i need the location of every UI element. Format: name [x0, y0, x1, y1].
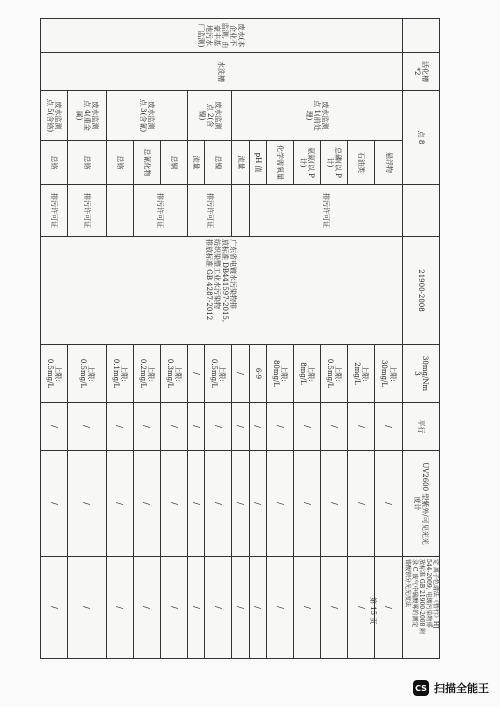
cell-dash: / — [232, 345, 249, 403]
item-cn: 总氰化物 — [133, 141, 160, 185]
limit-ni: 上限: 0.5mg/L — [205, 345, 232, 403]
basis-gd-standard: 广东省电镀水污染物排 放标准 DB441597-2015, 纺织染整工业水污染物 排放标准 GB 4287-2012 — [41, 237, 403, 345]
cell-dash: / — [294, 557, 321, 659]
parallel-header: 平行 — [402, 403, 439, 451]
cell-dash: / — [188, 345, 205, 403]
cell-dash: / — [68, 403, 107, 451]
monitoring-table — [40, 18, 440, 659]
cell-dash: / — [205, 403, 232, 451]
cell-dash: / — [375, 557, 402, 659]
cell-dash: / — [267, 557, 294, 659]
monitor-point-1: 废水监测 点 1(前处 理) — [232, 91, 402, 141]
basis-permit: 排污许可证 — [68, 185, 107, 237]
cell-dash: / — [106, 451, 133, 557]
cell-dash: / — [68, 451, 107, 557]
item-cr: 总铬 — [106, 141, 133, 185]
cell-dash: / — [321, 403, 348, 451]
cell-dash: / — [188, 403, 205, 451]
cell-dash: / — [321, 557, 348, 659]
cell-dash: / — [348, 403, 375, 451]
item-suspended: 悬浮物 — [375, 141, 402, 185]
wastewater-category: 废水(本 企业不 监测, 由 豪丰基 地污水 厂监测) — [41, 19, 403, 53]
cell-dash: / — [348, 557, 375, 659]
cell-dash: / — [41, 451, 68, 557]
instrument-header: UV2600 型紫外/可见光光 度计 — [402, 451, 439, 557]
cell-dash: / — [188, 557, 205, 659]
cell-dash: / — [232, 403, 249, 451]
item-cu: 总铜 — [160, 141, 187, 185]
item-nh3: 氨氮(以 P 计) — [294, 141, 321, 185]
cell-dash: / — [106, 403, 133, 451]
limit-cod: 上限: 80mg/L — [267, 345, 294, 403]
limit-nh3: 上限: 8mg/L — [294, 345, 321, 403]
cell-dash: / — [267, 403, 294, 451]
cell-dash: / — [249, 451, 266, 557]
basis-permit: 排污许可证 — [188, 185, 232, 237]
cell-dash: / — [160, 403, 187, 451]
limit-cn: 上限: 0.2mg/L — [133, 345, 160, 403]
cell-blank — [402, 185, 439, 237]
limit-cr: 上限: 0.1mg/L — [106, 345, 133, 403]
limit-ss: 上限: 30mg/L — [375, 345, 402, 403]
limit-cu: 上限: 0.3mg/L — [160, 345, 187, 403]
cell-dash: / — [188, 451, 205, 557]
monitor-point-4: 废水监测 点 4(重金 属) — [68, 91, 107, 141]
watermark-text: 扫描全能王 — [434, 682, 489, 695]
table-row — [402, 19, 439, 659]
cell-dash: / — [375, 403, 402, 451]
scanner-watermark — [413, 678, 489, 698]
item-cod: 化学需氧量 — [267, 141, 294, 185]
limit-header: 30mg/Nm 3 — [402, 345, 439, 403]
cell-dash: / — [68, 557, 107, 659]
cell-dash: / — [106, 557, 133, 659]
cell-dash: / — [160, 557, 187, 659]
cell-dash: / — [267, 451, 294, 557]
basis-permit: 排污许可证 — [249, 185, 402, 237]
basis-blank — [106, 185, 133, 237]
cell-dash: / — [232, 451, 249, 557]
monitor-point-2: 废水监测 点 2(含 镍) — [188, 91, 232, 141]
cell-dash: / — [205, 451, 232, 557]
cell-dash: / — [133, 451, 160, 557]
tank-label: 活化槽 *2 — [402, 53, 439, 91]
cell-dash: / — [41, 557, 68, 659]
limit-ph: 6-9 — [249, 345, 266, 403]
cell-dash: / — [375, 451, 402, 557]
point8-label: 点 8 — [402, 91, 439, 185]
method-header: 定 离子色谱法《暂行》HJ 544-2009, 电镀污染物排 放标准 GB 21900-2008 附 录 C 废气中硫酸雾的测定 铬酸钡分光光度法 — [402, 557, 439, 659]
limit-cr2: 上限: 0.5mg/L — [68, 345, 107, 403]
cell-dash: / — [205, 557, 232, 659]
wash-tank-label: 水洗槽 — [41, 53, 403, 91]
monitor-point-5: 废水监测 点 5(含铬) — [41, 91, 68, 141]
item-tp: 总磷(以 P 计) — [321, 141, 348, 185]
cell-dash: / — [232, 557, 249, 659]
item-flow: 流量 — [232, 141, 249, 185]
rotated-table-container — [40, 18, 440, 658]
item-flow: 流量 — [188, 141, 205, 185]
table-row — [375, 19, 402, 659]
camscanner-icon: CS — [413, 680, 429, 696]
cell-dash: / — [160, 451, 187, 557]
cell-blank — [402, 19, 439, 53]
cell-dash: / — [249, 403, 266, 451]
cell-dash: / — [133, 403, 160, 451]
page-number: 第 15 页 — [369, 597, 377, 625]
limit-cr3: 上限: 0.5mg/L — [41, 345, 68, 403]
item-ni: 总镍 — [205, 141, 232, 185]
limit-oil: 上限: 2mg/L — [348, 345, 375, 403]
basis-permit: 排污许可证 — [133, 185, 187, 237]
cell-dash: / — [249, 557, 266, 659]
cell-dash: / — [294, 451, 321, 557]
limit-tp: 上限: 0.5mg/L — [321, 345, 348, 403]
basis-blank — [232, 185, 249, 237]
item-oil: 石油类 — [348, 141, 375, 185]
cell-dash: / — [294, 403, 321, 451]
cell-dash: / — [321, 451, 348, 557]
item-ph: pH 值 — [249, 141, 266, 185]
cell-dash: / — [41, 403, 68, 451]
item-cr: 总铬 — [41, 141, 68, 185]
item-cr: 总铬 — [68, 141, 107, 185]
standard-code: 21900-2008 — [402, 237, 439, 345]
monitor-point-3: 废水监测 点 3(含氰) — [106, 91, 187, 141]
cell-dash: / — [348, 451, 375, 557]
cell-dash: / — [133, 557, 160, 659]
basis-permit: 排污许可证 — [41, 185, 68, 237]
